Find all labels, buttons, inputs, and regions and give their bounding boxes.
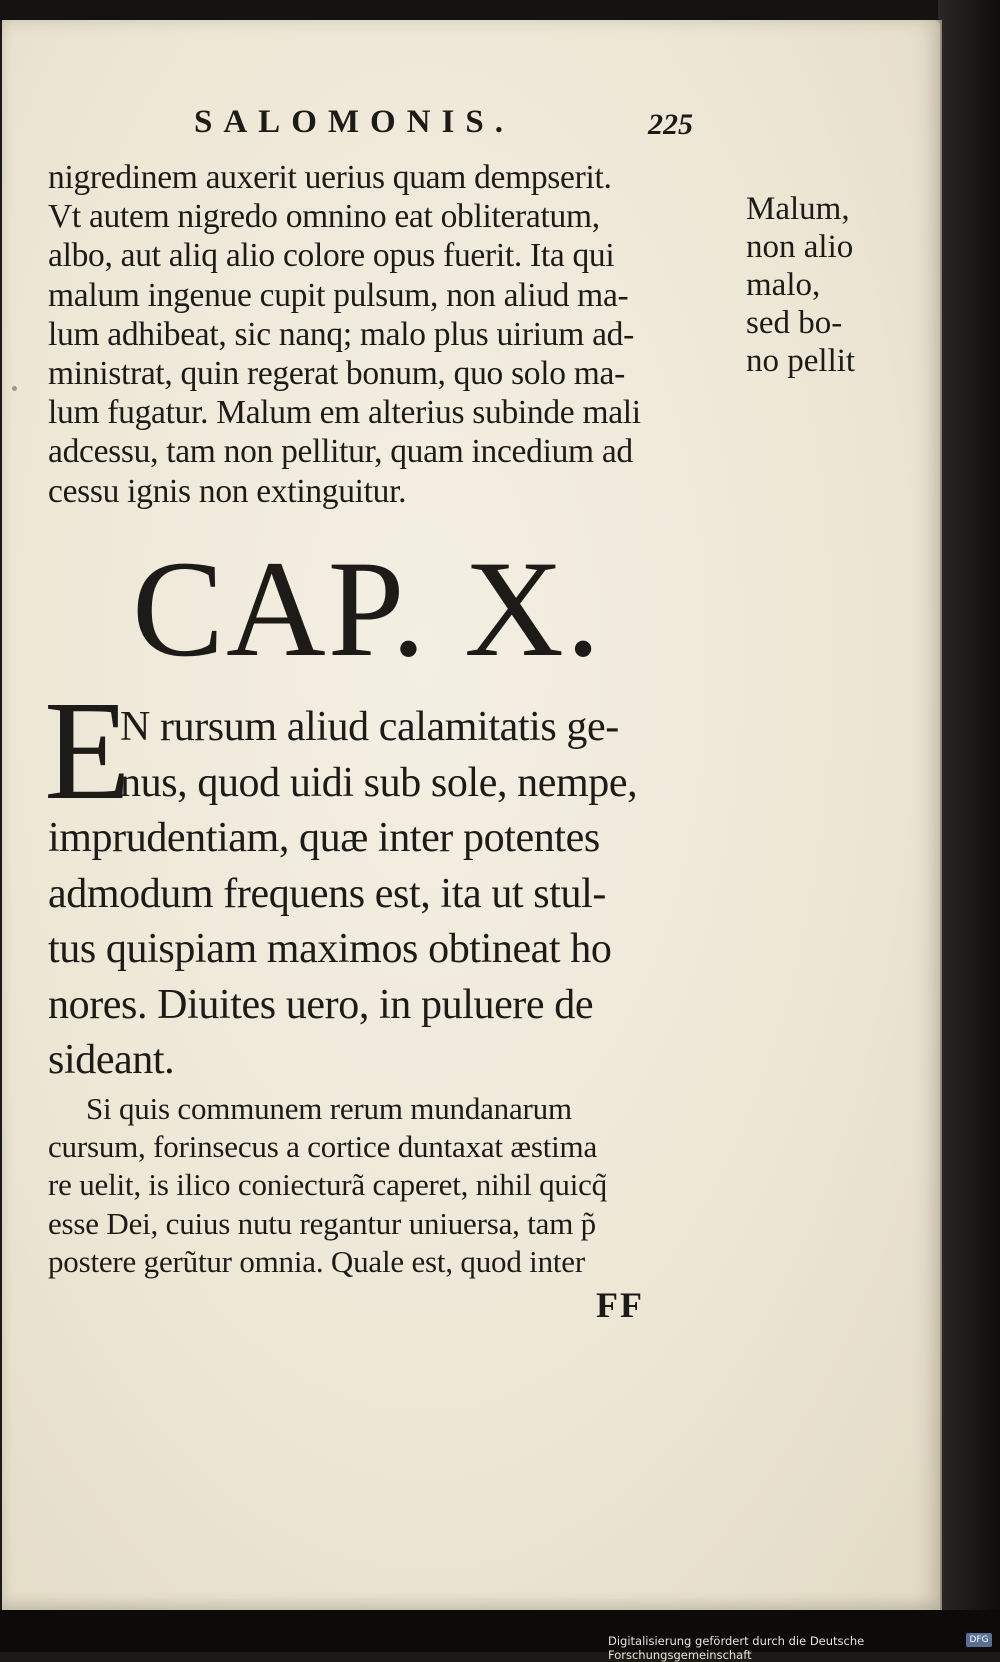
running-head: SALOMONIS. (194, 104, 514, 140)
signature-mark: FF (596, 1285, 644, 1325)
body-line: adcessu, tam non pellitur, quam incedium ad (48, 433, 633, 471)
scripture-line: sideant. (48, 1037, 175, 1083)
paper-speck (12, 386, 17, 391)
commentary-line: cursum, forinsecus a cortice duntaxat æstima (48, 1129, 598, 1165)
scripture-line: N rursum aliud calamitatis ge- (120, 704, 619, 750)
chapter-heading: CAP. X. (132, 532, 603, 685)
commentary-line: Si quis communem rerum mundanarum (86, 1091, 572, 1126)
marginal-line: sed bo- (746, 305, 843, 341)
body-line: nigredinem auxerit uerius quam dempserit. (48, 159, 612, 196)
scripture-line: nores. Diuites uero, in puluere de (48, 981, 594, 1028)
scripture-line: tus quispiam maximos obtineat ho (48, 926, 612, 972)
commentary-line: postere gerũtur omnia. Quale est, quod inter (48, 1243, 585, 1279)
commentary-line: esse Dei, cuius nutu regantur uniuersa, tam p̃ (48, 1205, 596, 1241)
marginal-line: non alio (746, 229, 854, 265)
body-line: lum fugatur. Malum em alterius subinde mali (48, 394, 641, 432)
marginal-note (746, 190, 896, 380)
body-line: cessu ignis non extinguitur. (48, 472, 407, 510)
drop-cap: E (44, 671, 131, 829)
scripture-line: imprudentiam, quæ inter potentes (48, 815, 600, 861)
body-text-block (48, 158, 738, 511)
digitization-credit: Digitalisierung gefördert durch die Deutsche Forschungsgemeinschaft (608, 1634, 865, 1662)
body-line: albo, aut aliq alio colore opus fuerit. Ita qui (48, 237, 615, 275)
dfg-logo: DFG (966, 1633, 992, 1647)
scripture-text-block (48, 700, 738, 1089)
scan-top-border (0, 0, 1000, 22)
body-line: lum adhibeat, sic nanq; malo plus uirium ad- (48, 315, 634, 353)
commentary-text-block (48, 1090, 738, 1281)
scripture-line: admodum frequens est, ita ut stul- (48, 870, 606, 917)
page-number: 225 (648, 108, 693, 141)
body-line: ministrat, quin regerat bonum, quo solo ma- (48, 354, 625, 392)
body-line: Vt autem nigredo omnino eat obliteratum, (48, 198, 600, 236)
scan-right-border (938, 0, 1000, 1652)
marginal-line: no pellit (746, 343, 856, 379)
body-line: malum ingenue cupit pulsum, non aliud ma- (48, 276, 629, 314)
marginal-line: malo, (746, 267, 821, 303)
scripture-line: nus, quod uidi sub sole, nempe, (120, 759, 638, 806)
marginal-line: Malum, (746, 191, 850, 227)
commentary-line: re uelit, is ilico coniecturã caperet, nihil quicq̃ (48, 1167, 607, 1203)
